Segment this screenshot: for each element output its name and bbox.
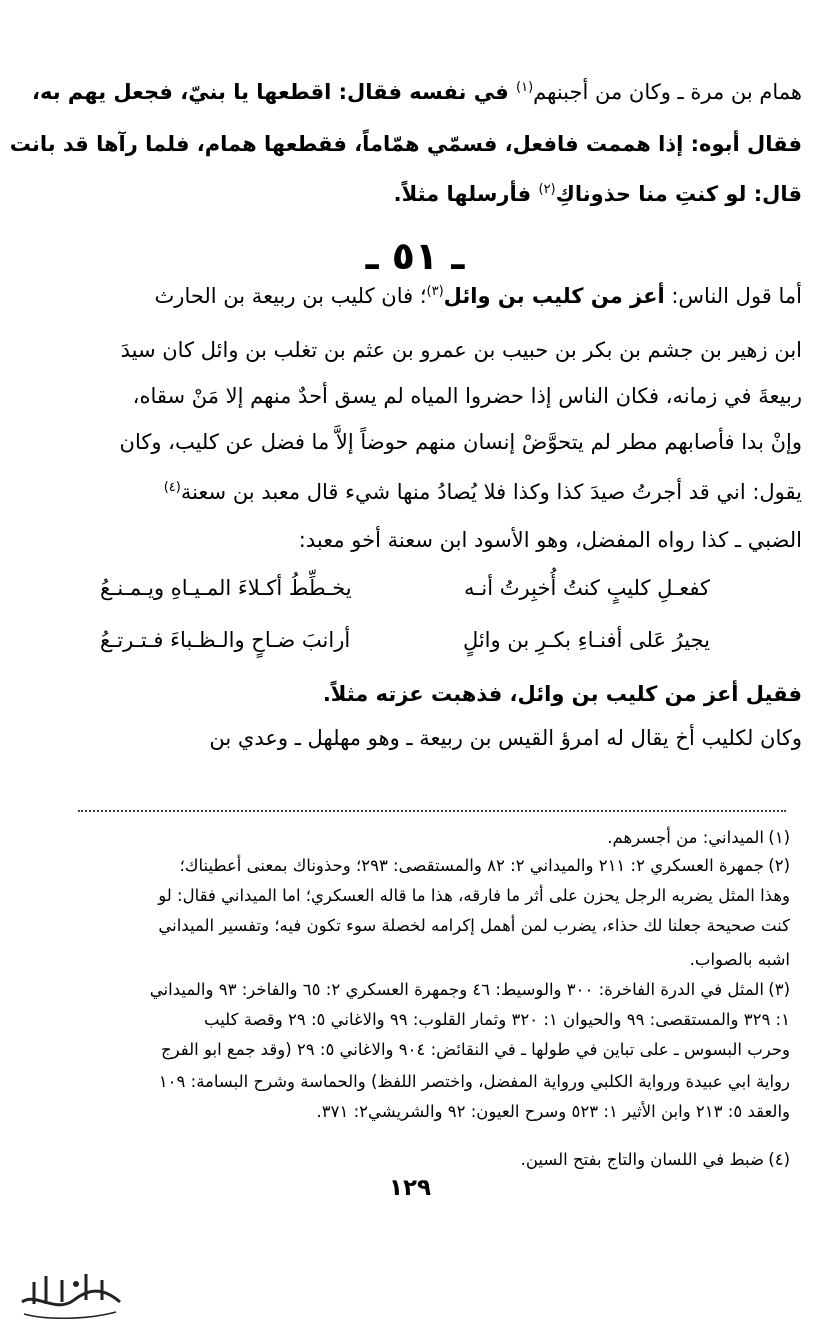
hemistich-left: يخـطِّطُ أكـلاءَ المـيـاهِ ويـمـنـعُ [100,576,352,600]
text-run: قال: لو كنتِ منا حذوناكِ [555,182,802,206]
text-run: ؛ فان كليب بن ربيعة بن الحارث [154,284,427,308]
text-line [60,430,802,455]
text-run: ، فجعل يهم به، [31,80,189,104]
footnote-text: المثل في الدرة الفاخرة: ٣٠٠ والوسيط: ٤٦ وجمهرة العسكري ٢: ٦٥ والفاخر: ٩٣ والميداني [149,980,764,999]
footnote-line [60,856,790,876]
footnote-number: (٢) [768,856,790,875]
footnote-marker: (٢) [538,182,556,197]
text-run: فأرسلها مثلاً. [393,182,539,206]
footnote-text: اشبه بالصواب. [689,950,790,969]
hemistich-left: أرانبَ ضـاحٍ والـظـباءَ فـتـرتـعُ [100,628,351,652]
text-line [9,132,802,157]
page-number: ١٢٩ [388,1175,432,1201]
text-run: أعز من كليب بن وائل [443,284,665,308]
text-run: ابن زهير بن جشم بن بكر بن حبيب بن عمرو بن عثم بن تغلب بن وائل كان سيدَ [120,338,802,362]
footnote-text: ١: ٣٢٩ والمستقصى: ٩٩ والحيوان ١: ٣٢٠ وثمار القلوب: ٩٩ والاغاني ٥: ٢٩ وقصة كليب [204,1010,790,1029]
text-run: فقيل أعز من كليب بن وائل، فذهبت عزته مثلاً. [322,682,802,706]
footnote-line [60,828,790,848]
text-run: وكان لكليب أخ يقال له امرؤ القيس بن ربيعة ـ وهو مهلهل ـ وعدي بن [209,726,802,750]
text-line [60,682,802,707]
footnote-separator [78,810,786,812]
footnote-line [60,916,790,936]
footnote-text: ضبط في اللسان والتاج بفتح السين. [520,1150,764,1169]
publisher-logo [16,1262,126,1326]
text-run: يقول: اني قد أجرتُ صيدَ كذا وكذا فلا يُصادُ منها شيء قال معبد بن سعنة [180,480,802,504]
footnote-line [60,950,790,970]
section-number: ـ ٥١ ـ [365,234,465,278]
verse-line [100,576,710,616]
footnote-line [60,980,790,1000]
text-run: أما قول الناس: [664,284,802,308]
text-run: الضبي ـ كذا رواه المفضل، وهو الأسود ابن سعنة أخو معبد: [298,528,802,552]
footnote-number: (٣) [768,980,790,999]
footnote-text: وحرب البسوس ـ على تباين في طولها ـ في النقائض: ٩٠٤ والاغاني ٥: ٢٩ (وقد جمع ابو الفرج [161,1040,790,1059]
text-line [60,182,802,207]
footnote-text: كنت صحيحة جعلنا لك حذاء، يضرب لمن أهمل إكرامه لخصلة سوء تكون فيه؛ وتفسير الميداني [158,916,790,935]
text-run: ربيعةَ في زمانه، فكان الناس إذا حضروا المياه لم يسق أحدٌ منهم إلا مَنْ سقاه، [132,384,802,408]
footnote-text: رواية ابي عبيدة ورواية الكلبي ورواية المفضل، واختصر اللفظ) والحماسة وشرح البسامة: ١٠٩ [158,1072,790,1091]
footnote-marker: (٣) [426,284,444,299]
text-run: فقال أبوه: إذا هممت فافعل، فسمّي همّاماً، فقطعها همام، فلما رآها قد بانت [9,132,802,156]
footnote-marker: (١) [516,80,534,95]
footnote-line [60,1040,790,1060]
text-line [60,480,802,505]
footnote-line [60,1102,790,1122]
footnote-line [60,886,790,906]
text-line [60,338,802,363]
verse-line [100,628,710,668]
text-run: في نفسه فقال: [331,80,517,104]
footnote-line [60,1150,790,1170]
text-line [60,528,802,553]
footnote-marker: (٤) [163,480,181,495]
footnote-text: وهذا المثل يضربه الرجل يحزن على أثر ما فارقه، هذا ما قاله العسكري؛ اما الميداني فقال: لو [158,886,790,905]
footnote-number: (١) [768,828,790,847]
text-run: وإنْ بدا فأصابهم مطر لم يتحوَّضْ إنسان منهم حوضاً إلاَّ ما فضل عن كليب، وكان [119,430,802,454]
footnote-line [60,1072,790,1092]
footnote-number: (٤) [768,1150,790,1169]
footnote-text: والعقد ٥: ٢١٣ وابن الأثير ١: ٥٢٣ وسرح العيون: ٩٢ والشريشي٢: ٣٧١. [316,1102,790,1121]
hemistich-right: يجيرُ عَلى أفنـاءِ بكـرِ بن وائلٍ [462,628,710,652]
text-line [60,726,802,751]
text-run: اقطعها يا بنيّ [188,80,332,104]
footnote-line [60,1010,790,1030]
text-run: همام بن مرة ـ وكان من أجبنهم [533,80,802,104]
text-line [60,284,802,309]
hemistich-right: كفعـلِ كليبٍ كنتُ أُخبِرتُ أنـه [464,576,710,600]
footnote-text: جمهرة العسكري ٢: ٢١١ والميداني ٢: ٨٢ والمستقصى: ٢٩٣؛ وحذوناك بمعنى أعطيناك؛ [179,856,764,875]
footnote-text: الميداني: من أجسرهم. [607,828,764,847]
text-line [60,384,802,409]
text-line [31,80,802,105]
